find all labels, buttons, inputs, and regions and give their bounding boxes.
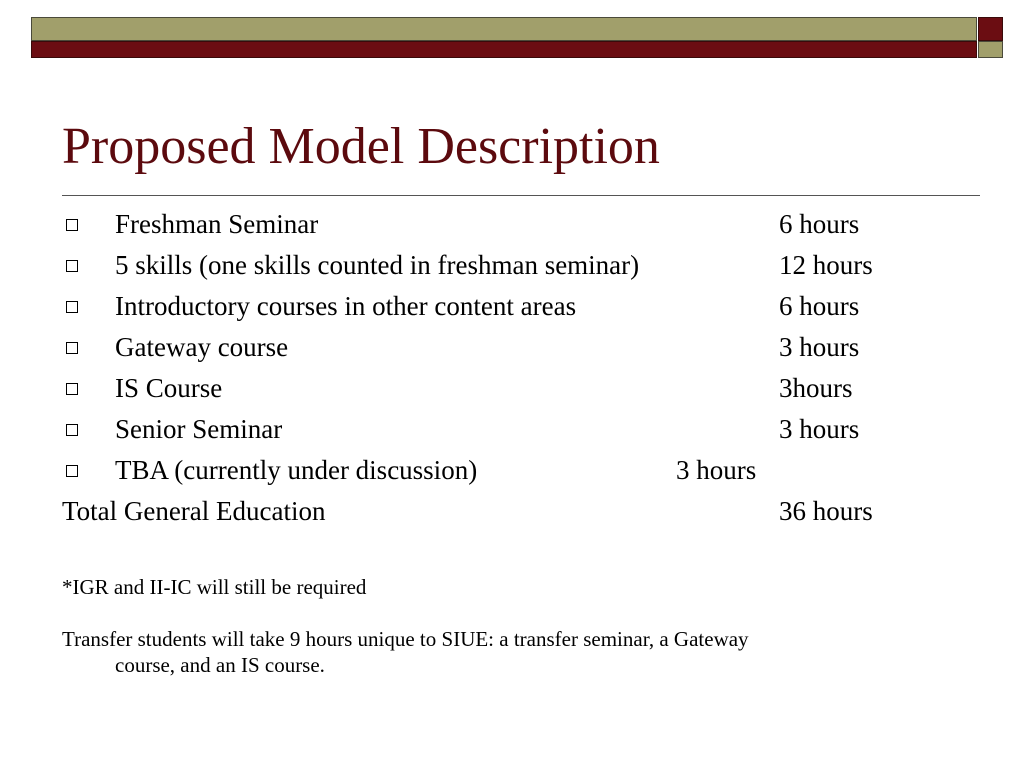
- square-bullet-icon: [66, 424, 78, 436]
- item-hours: 3 hours: [779, 414, 860, 444]
- square-bullet-icon: [66, 465, 78, 477]
- item-hours: 6 hours: [779, 291, 860, 321]
- title-divider: [62, 195, 980, 196]
- header-square-olive: [978, 41, 1003, 58]
- square-bullet-icon: [66, 342, 78, 354]
- header-bar-olive: [31, 17, 977, 41]
- item-label: 5 skills (one skills counted in freshman seminar): [115, 250, 640, 280]
- item-label: Senior Seminar: [115, 414, 283, 444]
- item-label: Freshman Seminar: [115, 209, 319, 239]
- item-label: IS Course: [115, 373, 223, 403]
- square-bullet-icon: [66, 219, 78, 231]
- transfer-note: [62, 626, 912, 678]
- square-bullet-icon: [66, 383, 78, 395]
- transfer-note-line2: course, and an IS course.: [115, 653, 325, 677]
- item-label: Gateway course: [115, 332, 289, 362]
- total-hours: 36 hours: [779, 496, 873, 526]
- square-bullet-icon: [66, 260, 78, 272]
- square-bullet-icon: [66, 301, 78, 313]
- item-hours: 3 hours: [676, 455, 757, 485]
- item-hours: 3hours: [779, 373, 853, 403]
- item-label: Introductory courses in other content areas: [115, 291, 577, 321]
- header-square-maroon: [978, 17, 1003, 41]
- total-label: Total General Education: [62, 496, 326, 526]
- transfer-note-line1: Transfer students will take 9 hours unique to SIUE: a transfer seminar, a Gateway: [62, 627, 749, 651]
- item-hours: 3 hours: [779, 332, 860, 362]
- item-hours: 12 hours: [779, 250, 873, 280]
- slide-title: Proposed Model Description: [62, 118, 660, 175]
- item-label: TBA (currently under discussion): [115, 455, 478, 485]
- required-note: *IGR and II-IC will still be required: [62, 575, 367, 599]
- header-bar-maroon: [31, 41, 977, 58]
- item-hours: 6 hours: [779, 209, 860, 239]
